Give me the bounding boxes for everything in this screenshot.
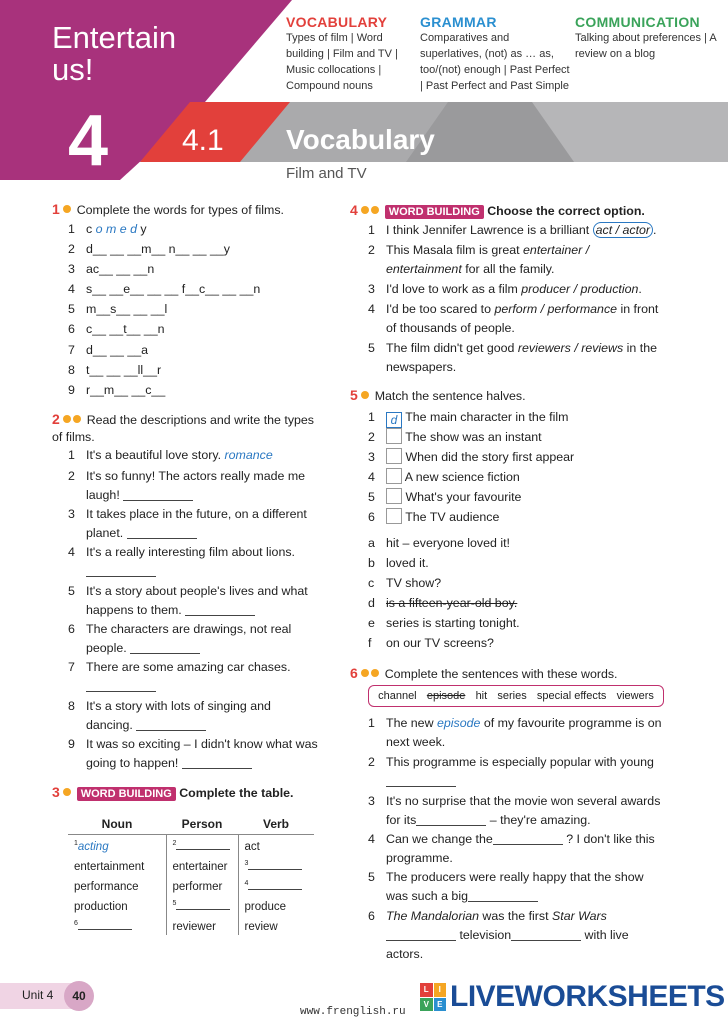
unit-number: 4 — [68, 101, 109, 181]
answer-gap — [386, 777, 456, 787]
item-text: I'd love to work as a film — [386, 282, 522, 296]
exercise-5-instruction — [350, 387, 526, 403]
list-item — [368, 554, 588, 572]
list-item — [368, 830, 668, 868]
table-cell — [238, 855, 314, 875]
list-item — [368, 339, 668, 377]
lesson-number: 4.1 — [182, 124, 224, 157]
answer-box[interactable] — [386, 508, 402, 524]
exercise-number: 1 — [52, 201, 60, 217]
exercise-number: 2 — [52, 411, 60, 427]
item-number: 7 — [68, 343, 75, 357]
list-item — [368, 534, 588, 552]
answer-box[interactable]: d — [386, 412, 402, 428]
column-text: Types of film | Word building | Film and TV | Music collocations | Compound nouns — [286, 32, 398, 92]
answer-gap — [493, 835, 563, 845]
table-header: Noun — [68, 814, 166, 835]
word-option: hit — [475, 690, 488, 702]
gap-number: 3 — [244, 859, 249, 867]
table-row — [68, 915, 314, 935]
item-number: 1 — [368, 716, 375, 730]
item-number: 3 — [368, 794, 375, 808]
item-number: 6 — [68, 622, 75, 636]
gap-number: 4 — [244, 879, 249, 887]
table-row — [68, 895, 314, 915]
item-number: 1 — [68, 222, 75, 236]
vocabulary-column — [286, 14, 422, 94]
item-text: This Masala film is great — [386, 243, 524, 257]
table-row — [68, 875, 314, 895]
table-header: Verb — [238, 814, 314, 835]
list-item — [368, 241, 668, 279]
cell-text: act — [244, 840, 260, 853]
table-cell — [238, 835, 314, 855]
option-text[interactable]: perform / performance — [494, 302, 618, 316]
item-text: . — [653, 223, 657, 237]
difficulty-dot-icon — [371, 206, 379, 214]
list-item — [68, 320, 308, 338]
item-text: The Mandalorian — [386, 909, 479, 923]
answer-gap — [123, 491, 193, 501]
item-text: m__s__ __ __l — [86, 302, 168, 316]
word-option: channel — [378, 690, 417, 702]
item-text: hit – everyone loved it! — [386, 536, 510, 550]
word-box — [368, 685, 664, 707]
column-text: Talking about preferences | A review on a blog — [575, 32, 717, 60]
list-item — [368, 792, 668, 830]
list-item — [68, 697, 318, 735]
item-number: 5 — [368, 490, 375, 504]
item-text: r__m__ __c__ — [86, 383, 166, 397]
item-text: in the newspapers. — [386, 341, 657, 374]
item-text: It's a story with lots of singing and dancing. — [86, 699, 271, 732]
cell-text: performance — [74, 880, 139, 893]
item-text: . — [638, 282, 642, 296]
item-text: It takes place in the future, on a different planet. — [86, 507, 307, 540]
column-heading: VOCABULARY — [286, 14, 388, 30]
list-item — [368, 868, 668, 906]
instruction-text: Choose the correct option. — [487, 204, 645, 218]
item-number: 4 — [68, 545, 75, 559]
list-item — [368, 448, 588, 466]
column-text: Comparatives and superlatives, (not) as … as, too/(not) enough | Past Perfect | Past Perfect and Past Simple — [420, 32, 570, 92]
item-number: 5 — [68, 302, 75, 316]
item-number: b — [368, 556, 375, 570]
table-cell — [166, 835, 238, 855]
gap-number: 6 — [74, 919, 78, 927]
cell-text: entertainment — [74, 860, 145, 873]
item-number: 4 — [368, 302, 375, 316]
item-text: Star Wars — [551, 909, 607, 923]
item-number: 4 — [368, 832, 375, 846]
table-header: Person — [166, 814, 238, 835]
difficulty-dot-icon — [63, 415, 71, 423]
item-text: is a fifteen-year-old boy. — [386, 596, 518, 610]
option-text[interactable]: producer / production — [521, 282, 639, 296]
answer-gap — [511, 931, 581, 941]
item-text: d__ __ __a — [86, 343, 149, 357]
list-item — [68, 240, 308, 258]
communication-column — [575, 14, 725, 62]
list-item — [68, 341, 308, 359]
answer-box[interactable] — [386, 488, 402, 504]
exercise-number: 4 — [350, 202, 358, 218]
exercise-3-instruction — [52, 784, 294, 800]
answer-text: romance — [224, 448, 273, 462]
item-text: What's your favourite — [402, 490, 522, 504]
cell-text: entertainer — [172, 860, 228, 873]
answer-text: o m e d — [92, 222, 141, 236]
item-text: It was so exciting – I didn't know what was going to happen! — [86, 737, 318, 770]
list-item — [368, 488, 588, 506]
exercise-6-instruction — [350, 665, 618, 681]
item-number: 5 — [368, 341, 375, 355]
table-cell — [166, 895, 238, 915]
list-item — [68, 220, 308, 238]
item-number: 9 — [68, 737, 75, 751]
table-cell — [238, 915, 314, 935]
answer-gap — [136, 721, 206, 731]
page-number: 40 — [64, 981, 94, 1011]
item-text: television — [456, 928, 512, 942]
footer-unit-label: Unit 4 — [22, 988, 54, 1002]
gap-number: 2 — [172, 839, 177, 847]
item-text: I'd be too scared to — [386, 302, 495, 316]
cell-text: acting — [77, 840, 109, 853]
option-text[interactable]: reviewers / reviews — [517, 341, 624, 355]
item-text: It's a beautiful love story. — [86, 448, 225, 462]
item-number: 3 — [68, 507, 75, 521]
difficulty-dot-icon — [371, 669, 379, 677]
brand-logo: LIVEWORKSHEETS — [450, 980, 725, 1013]
answer-gap — [248, 880, 302, 890]
exercise-number: 6 — [350, 665, 358, 681]
word-option: special effects — [536, 690, 607, 702]
item-text: ? I don't like this programme. — [386, 832, 655, 865]
answer-gap — [185, 606, 255, 616]
item-number: 4 — [68, 282, 75, 296]
item-text: c — [86, 222, 93, 236]
item-number: 6 — [68, 322, 75, 336]
list-item — [368, 468, 588, 486]
list-item — [68, 543, 318, 581]
word-building-badge: WORD BUILDING — [77, 787, 176, 801]
item-text: c__ __t__ __n — [86, 322, 165, 336]
list-item — [368, 280, 668, 299]
table-cell — [166, 875, 238, 895]
instruction-text: Complete the sentences with these words. — [384, 667, 618, 681]
list-item — [368, 300, 668, 338]
instruction-text: Read the descriptions and write the types of films. — [52, 413, 314, 444]
item-text: The characters are drawings, not real people. — [86, 622, 292, 655]
lesson-subtitle: Film and TV — [286, 165, 367, 182]
item-number: 5 — [68, 584, 75, 598]
list-item — [368, 508, 588, 526]
item-text: d__ __ __m__ n__ __ __y — [86, 242, 230, 256]
list-item — [368, 714, 668, 752]
table-cell — [68, 835, 166, 855]
item-text: t__ __ __ll__r — [86, 363, 162, 377]
answer-gap — [176, 900, 230, 910]
item-number: e — [368, 616, 375, 630]
list-item — [68, 658, 318, 696]
difficulty-dot-icon — [361, 391, 369, 399]
table-header-row — [68, 814, 314, 835]
item-text: of my favourite programme is on next week. — [386, 716, 662, 749]
item-text: Can we change the — [386, 832, 493, 846]
item-text: The producers were really happy that the show was such a big — [386, 870, 644, 903]
list-item — [368, 614, 588, 632]
answer-box[interactable] — [386, 428, 402, 444]
table-cell — [68, 915, 166, 935]
list-item — [68, 381, 308, 399]
column-heading: GRAMMAR — [420, 14, 497, 30]
cell-text: reviewer — [172, 920, 216, 933]
liveworksheets-logo-icon: L I V E — [420, 983, 446, 1011]
item-text: It's no surprise that the movie won several awards for its — [386, 794, 661, 827]
table-cell — [238, 895, 314, 915]
item-number: 2 — [368, 755, 375, 769]
difficulty-dot-icon — [361, 206, 369, 214]
answer-gap — [468, 892, 538, 902]
exercise-number: 3 — [52, 784, 60, 800]
item-text: The film didn't get good — [386, 341, 518, 355]
item-number: 1 — [368, 223, 375, 237]
item-text: on our TV screens? — [386, 636, 494, 650]
word-table — [68, 814, 314, 935]
list-item — [368, 574, 588, 592]
list-item — [68, 467, 318, 505]
item-text: y — [140, 222, 147, 236]
answer-gap — [86, 682, 156, 692]
item-text: It's so funny! The actors really made me laugh! — [86, 469, 306, 502]
difficulty-dot-icon — [73, 415, 81, 423]
list-item — [368, 907, 668, 964]
answer-gap — [176, 840, 230, 850]
item-text: s__ __e__ __ __ f__c__ __ __n — [86, 282, 261, 296]
list-item — [68, 735, 318, 773]
difficulty-dot-icon — [63, 205, 71, 213]
cell-text: review — [244, 920, 278, 933]
item-number: 2 — [368, 430, 375, 444]
item-number: d — [368, 596, 375, 610]
difficulty-dot-icon — [361, 669, 369, 677]
table-cell — [166, 915, 238, 935]
item-text: I think Jennifer Lawrence is a brilliant — [386, 223, 593, 237]
item-text: loved it. — [386, 556, 429, 570]
item-number: 2 — [68, 242, 75, 256]
answer-text: episode — [436, 716, 481, 730]
item-number: 3 — [368, 282, 375, 296]
item-text: in front of thousands of people. — [386, 302, 659, 335]
word-option: series — [497, 690, 527, 702]
grammar-column — [420, 14, 570, 94]
item-text: The main character in the film — [402, 410, 569, 424]
answer-box[interactable] — [386, 448, 402, 464]
word-building-badge: WORD BUILDING — [385, 205, 484, 219]
exercise-number: 5 — [350, 387, 358, 403]
answer-gap — [130, 644, 200, 654]
option-text[interactable]: act / actor — [593, 222, 653, 238]
answer-gap — [248, 860, 302, 870]
item-number: 3 — [368, 450, 375, 464]
item-text: It's a really interesting film about lions. — [86, 545, 295, 559]
exercise-2-instruction — [52, 411, 317, 446]
column-heading: COMMUNICATION — [575, 14, 700, 30]
table-cell — [68, 875, 166, 895]
answer-gap — [182, 759, 252, 769]
item-text: The new — [386, 716, 437, 730]
instruction-text: Complete the table. — [179, 786, 294, 800]
cell-text: produce — [244, 900, 287, 913]
list-item — [68, 446, 318, 465]
table-row — [68, 855, 314, 875]
word-option: viewers — [616, 690, 654, 702]
table-cell — [68, 855, 166, 875]
item-text: When did the story first appear — [402, 450, 575, 464]
difficulty-dot-icon — [63, 788, 71, 796]
item-text: series is starting tonight. — [386, 616, 520, 630]
answer-box[interactable] — [386, 468, 402, 484]
item-number: 7 — [68, 660, 75, 674]
option-text[interactable]: entertainer / entertainment — [386, 243, 590, 276]
item-number: 2 — [68, 469, 75, 483]
table-row — [68, 835, 314, 855]
word-option: episode — [426, 690, 466, 702]
item-number: 8 — [68, 363, 75, 377]
gap-number: 1 — [74, 839, 78, 847]
list-item — [368, 221, 668, 240]
item-text: There are some amazing car chases. — [86, 660, 291, 674]
list-item — [68, 300, 308, 318]
item-number: c — [368, 576, 375, 590]
item-text: for all the family. — [461, 262, 555, 276]
item-text: TV show? — [386, 576, 442, 590]
list-item — [368, 594, 588, 612]
item-text: ac__ __ __n — [86, 262, 155, 276]
footer-url: www.frenglish.ru — [300, 1006, 406, 1018]
item-text: A new science fiction — [402, 470, 520, 484]
list-item — [368, 428, 588, 446]
gap-number: 5 — [172, 899, 177, 907]
list-item — [68, 620, 318, 658]
item-number: 4 — [368, 470, 375, 484]
answer-gap — [86, 567, 156, 577]
list-item — [368, 753, 668, 791]
table-cell — [238, 875, 314, 895]
exercise-1-instruction — [52, 201, 284, 217]
exercise-4-instruction — [350, 202, 645, 218]
item-number: 1 — [68, 448, 75, 462]
item-number: 2 — [368, 243, 375, 257]
answer-gap — [78, 920, 132, 930]
item-text: The show was an instant — [402, 430, 542, 444]
item-number: 6 — [368, 909, 375, 923]
item-number: 3 — [68, 262, 75, 276]
cell-text: production — [74, 900, 128, 913]
list-item — [68, 361, 308, 379]
item-text: This programme is especially popular with young — [386, 755, 654, 769]
item-number: 8 — [68, 699, 75, 713]
list-item — [68, 260, 308, 278]
item-text: It's a story about people's lives and what happens to them. — [86, 584, 308, 617]
item-number: 9 — [68, 383, 75, 397]
item-text: was the first — [478, 909, 552, 923]
item-number: 5 — [368, 870, 375, 884]
answer-gap — [127, 529, 197, 539]
instruction-text: Match the sentence halves. — [374, 389, 526, 403]
lesson-title: Vocabulary — [286, 124, 435, 155]
item-text: – they're amazing. — [486, 813, 591, 827]
item-text: with live actors. — [386, 928, 629, 961]
item-number: a — [368, 536, 375, 550]
instruction-text: Complete the words for types of films. — [76, 203, 284, 217]
item-number: f — [368, 636, 372, 650]
item-number: 1 — [368, 410, 375, 424]
item-text: The TV audience — [402, 510, 500, 524]
unit-title: Entertain us! — [52, 20, 177, 87]
cell-text: performer — [172, 880, 223, 893]
list-item — [68, 280, 308, 298]
table-cell — [166, 855, 238, 875]
list-item — [68, 505, 318, 543]
answer-gap — [386, 931, 456, 941]
item-number: 6 — [368, 510, 375, 524]
list-item — [368, 408, 588, 428]
answer-gap — [416, 816, 486, 826]
table-cell — [68, 895, 166, 915]
list-item — [68, 582, 318, 620]
list-item — [368, 634, 588, 652]
